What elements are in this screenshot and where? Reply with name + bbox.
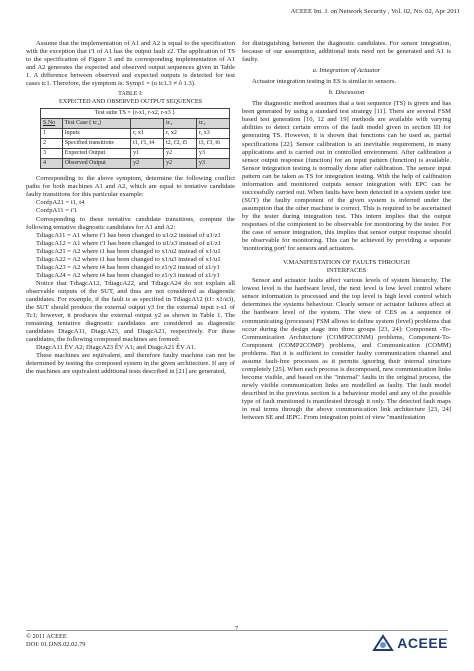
copyright: © 2011 ACEEE <box>26 633 67 640</box>
table-header-cell: tc₂ <box>164 119 197 129</box>
section-heading-line: INTERFACES <box>326 267 367 275</box>
table-cell: t3, t'3, t6 <box>197 139 230 149</box>
left-column <box>26 40 235 376</box>
table-cell: 1 <box>41 129 63 139</box>
table-cell: 4 <box>41 159 63 169</box>
footer-info <box>26 633 85 649</box>
table-number: TABLE I: <box>118 90 143 98</box>
paragraph: for distinguishing between the diagnostic candidates. For sensor integration, because of our assumption, additional tests need not be generated and A1 is faulty. <box>242 40 451 64</box>
table-cell: y2 <box>131 159 164 169</box>
table-cell: y3 <box>197 159 230 169</box>
paragraph: TdiagcA21 = A2 where t1 has been changed to x1/u2 instead of x1/u1 <box>36 247 221 255</box>
table-cell: Specified transitions <box>62 139 130 149</box>
table-suite-cell: Test suite TS = {r-x1, r-x2, r-x3 } <box>41 109 230 119</box>
aceee-logo-icon <box>372 634 394 652</box>
table-cell: 3 <box>41 149 63 159</box>
table-header-cell: S.No <box>41 119 63 129</box>
table-cell: t1, t'1, t4 <box>131 139 164 149</box>
table-cell: r, x3 <box>197 129 230 139</box>
section-heading-line: V.MANIFESTATION OF FAULTS THROUGH <box>282 259 411 267</box>
table-cell: Inputs <box>62 129 130 139</box>
table-caption <box>26 90 235 105</box>
table-cell: y3 <box>197 149 230 159</box>
table-cell: y2 <box>164 159 197 169</box>
output-sequence-table <box>40 108 230 169</box>
table-cell: Expected Output <box>62 149 130 159</box>
table-row <box>41 129 230 139</box>
table-title: EXPECTED AND OBSERVED OUTPUT SEQUENCES <box>58 97 203 105</box>
paragraph: Corresponding to the above symptom, determine the following conflict paths for both machines A1 and A2, which are equal to tentative candidate faulty transitions for this particular example: <box>26 175 235 199</box>
table-cell: t2, t'2, t5 <box>164 139 197 149</box>
paragraph: TdiagcA12 = A1 where t'1 has been changed to u1/z3 instead of u1/z1 <box>36 239 222 247</box>
paragraph: TdiagcA24 = A2 where t4 has been changed to z1/y3 instead of z1/y1 <box>36 271 220 279</box>
logo-text: ACEEE <box>397 635 448 651</box>
paragraph: DiagcA11 ÊV A2; DiagcA23 ÊV A1; and DiagcA21 ÊV A1. <box>36 344 196 352</box>
table-cell: Observed Output <box>62 159 130 169</box>
paragraph: Sensor and actuator faults affect various levels of system hierarchy. The lowest level is the hardware level, the next level is low level control where sensor information is processed and the top level is high level control which determines the systems behaviour. Clearly sensor or actuator failures affect at the hardware level of the system. The view of CES as a sequence of communicating (processes) FSM allows to define system (level) problems that occur during the design stage into three groups [23, 24]: Component -To-Communication Architecture (COMP2CONM) problems, Component-To- Component (COMP2COMP) problems, and Communication (COMM) problems. But it is sufficient to consider faulty communication channel and assume fault-free processes as it permits ignoring their internal structure completely [25]. When each process is decomposed, new communication links become visible, and based on the "internal" faults in the original process, the newly visible communication links are modelled as faulty. The fault model described in the previous section is a behaviour model and any of the possible type of fault mentioned is manifested through it only. The detected fault maps in real terms through the above communication link architecture [23, 24] between SE and IEPC. From integration point of view "manifestation <box>242 277 451 422</box>
table-header-cell: Test Case ( tc₁) <box>62 119 130 129</box>
table-header-cell: tc₃ <box>197 119 230 129</box>
table-cell: r, x1 <box>131 129 164 139</box>
paragraph: ConfpA21 = t1, t4 <box>36 199 85 207</box>
paragraph: These machines are equivalent, and therefore faulty machine can not be determined by testing the composed system in the given architecture. If any of the machines are equivalent additional tests described in [21] are generated, <box>26 352 235 376</box>
section-heading <box>242 259 451 275</box>
journal-header: ACEEE Int. J. on Network Security , Vol. 02, No. 02, Apr 2011 <box>290 8 460 15</box>
paragraph: Corresponding to these tentative candidate transitions, compute the following tentative diagnostic candidates for A1 and A2: <box>26 215 235 231</box>
page-number: 7 <box>235 625 239 632</box>
paragraph: TdiagcA22 = A2 where t1 has been changed to x1/u3 instead of x1/u1 <box>36 255 221 263</box>
paragraph: ConfpA11 = t'1 <box>36 207 77 215</box>
table-row <box>41 159 230 169</box>
doi: DOI: 01.IJNS.02.02.79 <box>26 641 86 648</box>
table-header-cell <box>131 119 164 129</box>
right-column <box>242 40 451 422</box>
subsection-heading: a. Integration of Actuator <box>312 67 381 75</box>
paragraph: TdiagcA11 = A1 where t'1 has been changed to u1/z2 instead of u1/z1 <box>36 231 221 239</box>
table-cell: r, x2 <box>164 129 197 139</box>
paragraph: Notice that TdiagcA12, TdiagcA22, and TdiagcA24 do not explain all observable outputs of the SUT, and thus are not considered as diagnostic candidates. For example, if the fault is as specified in TdiagcA12 (t1: x1/u3), the SUT should produce the external output y3 for the external input r-x1 of Tc1; however, it produces the external output y2 as shown in Table 1. The remaining tentative diagnostic candidates are considered as diagnostic candidates DiagcA11, DiagcA23, and DiagcA21, respectively. For these candidates, the following composed machines are formed: <box>26 279 235 344</box>
table-row <box>41 139 230 149</box>
paragraph: Assume that the implementation of A1 and A2 is equal to the specification with the exception that t'1 of A1 has the output fault z2. The application of TS to the specification of Figure 3 and its corresponding implementation of A1 and A2 generates the expected and observed output sequences given in Table 1. A difference between observed and expected outputs is detected for test cases tc1. Therefore, the symptom is: Symp1 = (o tc1.3 ≠ ô 1.3). <box>26 40 235 88</box>
paragraph: The diagnostic method assumes that a test sequence (TS) is given and has been generated by using a standard test strategy [11]. There are several FSM based test generation [10, 12 and 19] methods are available with varying abilities to detect certain errors of the fault model given in section III for generating TS. However, it is shown that functions can be used as, partial specifications [22]. Sensor calibration is an inevitable requirement, in many applications and is carried out in controlled environment. After calibration a sensor output response (function) for an input pattern (function) is available. Sensor integration testing is normally done after calibration. The sensor input pattern can be taken as TS for integration testing. With the help of calibration information and monitored outputs sensor integration with EPC can be successfully carried out. When faults have been detected in a system under test (SUT) the faulty component of the given system is inferred under the assumption that the other machine is correct. This is required to be ascertained by the tester during integration test. This intern implies that the output responses of the component to be observable for monitoring by the tester. For the case of sensor integration, this implies that sensor output response should be observable for monitoring. This can be achieved by providing a separate 'monitoring port' for sensors and actuators. <box>242 100 451 253</box>
paragraph: Actuator integration testing in ES is similar to sensors. <box>252 78 397 86</box>
paragraph: TdiagcA23 = A2 where t4 has been changed to z1/y2 instead of z1/y1 <box>36 263 220 271</box>
table-cell: y2 <box>164 149 197 159</box>
table-cell: y1 <box>131 149 164 159</box>
subsection-heading: b. Discussion <box>328 89 365 97</box>
table-row <box>41 149 230 159</box>
publisher-logo <box>372 634 448 652</box>
table-cell: 2 <box>41 139 63 149</box>
